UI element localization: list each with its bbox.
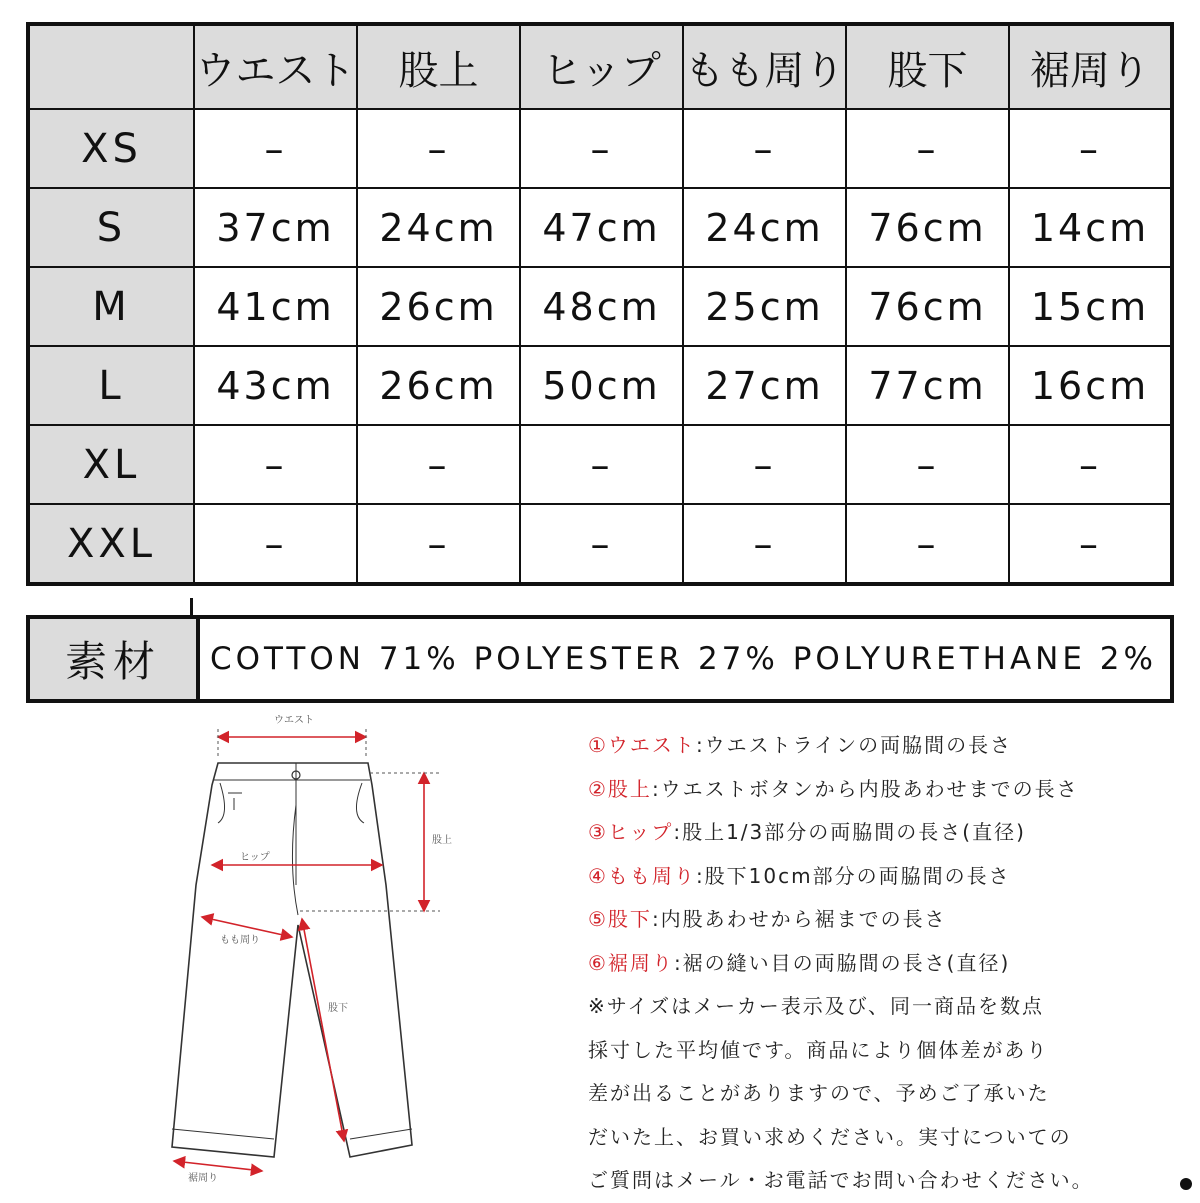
measurement-cell: 48cm — [520, 267, 683, 346]
note-line — [588, 768, 1188, 812]
note-line — [588, 985, 1188, 1029]
measurement-cell: – — [357, 109, 520, 188]
measurement-cell: – — [194, 425, 357, 504]
note-text: :ウエストラインの両脇間の長さ — [695, 733, 1013, 757]
inseam-measure-line — [302, 919, 344, 1141]
measurement-cell: – — [520, 425, 683, 504]
note-key: ③ヒップ — [588, 820, 674, 844]
measurement-cell: – — [683, 504, 846, 584]
measurement-cell: – — [1009, 425, 1172, 504]
note-line — [588, 1116, 1188, 1160]
header-inseam: 股下 — [846, 24, 1009, 109]
measurement-cell: – — [683, 425, 846, 504]
table-row — [28, 188, 1172, 267]
note-key: ⑤股下 — [588, 907, 652, 931]
header-hem: 裾周り — [1009, 24, 1172, 109]
note-line — [588, 942, 1188, 986]
measurement-cell: 24cm — [683, 188, 846, 267]
table-row — [28, 425, 1172, 504]
hem-measure-line — [174, 1161, 262, 1171]
size-label: XS — [28, 109, 194, 188]
diagram-label-hem: 裾周り — [188, 1173, 218, 1184]
note-text: 差が出ることがありますので、予めご了承いた — [588, 1081, 1050, 1105]
header-rise: 股上 — [357, 24, 520, 109]
diagram-label-thigh: もも周り — [220, 935, 260, 946]
measurement-cell: 47cm — [520, 188, 683, 267]
diagram-label-inseam: 股下 — [328, 1003, 348, 1014]
header-corner-cell — [28, 24, 194, 109]
measurement-lines — [174, 737, 424, 1171]
measurement-cell: 24cm — [357, 188, 520, 267]
measurement-cell: 26cm — [357, 267, 520, 346]
diagram-label-hip: ヒップ — [240, 852, 270, 863]
note-text: ご質問はメール・お電話でお問い合わせください。 — [588, 1168, 1094, 1192]
material-row — [26, 615, 1174, 703]
measurement-cell: 25cm — [683, 267, 846, 346]
measurement-cell: 43cm — [194, 346, 357, 425]
note-key: ②股上 — [588, 776, 652, 801]
measurement-cell: 14cm — [1009, 188, 1172, 267]
measurement-cell: – — [520, 504, 683, 584]
measurement-cell: – — [846, 425, 1009, 504]
note-text: :ウエストボタンから内股あわせまでの長さ — [651, 776, 1079, 801]
note-line — [588, 898, 1188, 942]
measurement-cell: 77cm — [846, 346, 1009, 425]
measurement-cell: 16cm — [1009, 346, 1172, 425]
note-key: ①ウエスト — [588, 733, 696, 757]
note-text: :股上1/3部分の両脇間の長さ(直径) — [673, 820, 1026, 844]
measurement-cell: 27cm — [683, 346, 846, 425]
size-label: XL — [28, 425, 194, 504]
measurement-notes — [588, 724, 1188, 1203]
measurement-cell: – — [520, 109, 683, 188]
table-row — [28, 109, 1172, 188]
note-key: ④もも周り — [588, 863, 696, 888]
measurement-cell: 26cm — [357, 346, 520, 425]
measurement-guides — [218, 729, 440, 911]
note-text: だいた上、お買い求めください。実寸についての — [588, 1124, 1072, 1149]
measurement-cell: – — [1009, 109, 1172, 188]
size-label: S — [28, 188, 194, 267]
header-waist: ウエスト — [194, 24, 357, 109]
table-row — [28, 346, 1172, 425]
measurement-cell: – — [683, 109, 846, 188]
measurement-cell: 15cm — [1009, 267, 1172, 346]
size-label: XXL — [28, 504, 194, 584]
header-hip: ヒップ — [520, 24, 683, 109]
material-value: COTTON 71% POLYESTER 27% POLYURETHANE 2% — [210, 641, 1157, 677]
size-table — [26, 22, 1174, 586]
diagram-label-rise: 股上 — [432, 835, 452, 846]
measurement-cell: 76cm — [846, 188, 1009, 267]
size-label: L — [28, 346, 194, 425]
diagram-label-waist: ウエスト — [274, 715, 314, 726]
corner-dot — [1180, 1178, 1192, 1190]
material-label: 素材 — [30, 619, 200, 699]
size-label: M — [28, 267, 194, 346]
table-row — [28, 267, 1172, 346]
pants-measurement-diagram — [150, 705, 480, 1185]
measurement-cell: – — [194, 504, 357, 584]
table-connector-line — [190, 598, 193, 616]
pants-outline — [172, 763, 412, 1157]
measurement-cell: – — [846, 109, 1009, 188]
note-line — [588, 1072, 1188, 1116]
measurement-cell: – — [846, 504, 1009, 584]
note-line — [588, 811, 1188, 855]
measurement-cell: 50cm — [520, 346, 683, 425]
note-text: ※サイズはメーカー表示及び、同一商品を数点 — [588, 994, 1044, 1018]
measurement-cell: – — [357, 504, 520, 584]
note-line — [588, 1159, 1188, 1203]
measurement-cell: – — [194, 109, 357, 188]
header-thigh: もも周り — [683, 24, 846, 109]
measurement-cell: 41cm — [194, 267, 357, 346]
note-text: 採寸した平均値です。商品により個体差があり — [588, 1037, 1049, 1062]
thigh-measure-line — [202, 917, 292, 937]
note-key: ⑥裾周り — [588, 950, 674, 975]
note-line — [588, 1029, 1188, 1073]
note-text: :裾の縫い目の両脇間の長さ(直径) — [673, 950, 1011, 975]
note-line — [588, 724, 1188, 768]
measurement-cell: 76cm — [846, 267, 1009, 346]
measurement-cell: – — [1009, 504, 1172, 584]
note-text: :内股あわせから裾までの長さ — [651, 907, 947, 931]
table-header-row — [28, 24, 1172, 109]
note-line — [588, 855, 1188, 899]
measurement-cell: 37cm — [194, 188, 357, 267]
note-text: :股下10cm部分の両脇間の長さ — [695, 863, 1011, 888]
measurement-cell: – — [357, 425, 520, 504]
table-row — [28, 504, 1172, 584]
